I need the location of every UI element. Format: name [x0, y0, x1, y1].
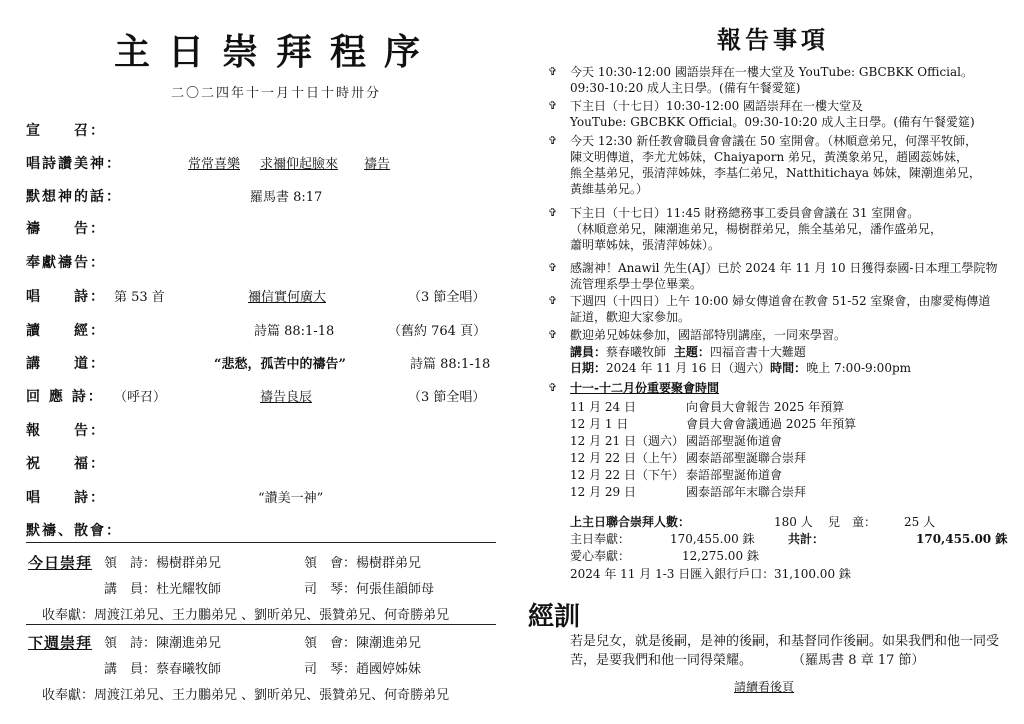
announcement-text: 今天 12:30 新任教會職員會會議在 50 室開會。（林順意弟兄，何澤平牧師， 陳文明傳道，李尤尤姊妹，Chaiyaporn 弟兄，黃漢象弟兄，趙國蕊姊妹， 熊全基弟兄，張清萍姊妹，李基仁弟兄，Natthitichaya 姊妹，陳潮進弟兄， 黃維基弟兄。） — [570, 134, 981, 196]
event-date: 12 月 1 日 — [570, 417, 629, 431]
program-row — [26, 153, 496, 173]
lecture-topic: 四福音書十大難題 — [709, 345, 806, 359]
program-row — [26, 420, 496, 440]
event-date: 11 月 24 日 — [570, 400, 636, 414]
event-date: 12 月 22 日（上午） — [570, 451, 684, 465]
program-row-value: 禱告 — [364, 157, 391, 172]
this-week-row-2 — [26, 578, 496, 598]
event-description: 國泰語部年末聯合崇拜 — [686, 485, 807, 499]
speaker-name: 杜光耀牧師 — [156, 582, 222, 597]
program-row — [26, 487, 496, 507]
divider — [26, 542, 496, 543]
program-row-label: 回 應 詩： — [26, 389, 104, 405]
program-row-label: 唱 詩： — [26, 490, 106, 506]
announcements-panel — [528, 0, 1018, 724]
program-row-label: 奉獻禱告： — [26, 255, 106, 271]
cross-icon: ✞ — [548, 134, 558, 147]
lead-name: 陳潮進弟兄 — [156, 636, 222, 651]
children-label: 兒 童： — [828, 515, 877, 529]
program-row — [26, 320, 496, 340]
total-label: 共計： — [788, 532, 825, 546]
cross-icon: ✞ — [548, 328, 558, 341]
event-date: 12 月 22 日（下午） — [570, 468, 684, 482]
program-row-value: 常常喜樂 — [188, 157, 241, 172]
program-row-value: （舊約 764 頁） — [388, 324, 487, 339]
announcement-text: 下主日（十七日）11:45 財務總務事工委員會會議在 31 室開會。 （林順意弟兄，陳潮進弟兄，楊樹群弟兄，熊全基弟兄，潘作盛弟兄， 蕭明華姊妹，張清萍姊妹）。 — [570, 206, 943, 252]
host-name: 陳潮進弟兄 — [356, 636, 422, 651]
offering-label: 收奉獻： — [42, 688, 95, 703]
next-week-row-3 — [26, 684, 496, 704]
lead-name: 楊樹群弟兄 — [156, 556, 222, 571]
program-row — [26, 120, 496, 140]
lecture-speaker: 蔡春曦牧師 — [606, 345, 667, 359]
program-row-label: 唱 詩： — [26, 289, 106, 305]
program-row-label: 唱詩讚美神： — [26, 156, 122, 172]
lecture-topic-label: 主題： — [673, 345, 710, 359]
cross-icon: ✞ — [548, 261, 558, 274]
program-row-value: 禰信實何廣大 — [248, 290, 327, 305]
divider — [26, 624, 496, 625]
motto-verse — [570, 632, 1010, 670]
program-row — [26, 520, 496, 540]
speaker-name: 蔡春曦牧師 — [156, 662, 222, 677]
next-week-row-2 — [26, 658, 496, 678]
lead-label: 領 詩： — [104, 636, 157, 651]
this-week-row-1 — [26, 552, 496, 572]
speaker-label: 講 員： — [104, 582, 157, 597]
speaker-label: 講 員： — [104, 662, 157, 677]
program-row-label: 講 道： — [26, 356, 106, 372]
lead-label: 領 詩： — [104, 556, 157, 571]
program-row-value: “悲愁，孤苦中的禱告” — [214, 357, 346, 372]
host-name: 楊樹群弟兄 — [356, 556, 422, 571]
events-title: 十一-十二月份重要聚會時間 — [570, 381, 719, 395]
organ-name: 何張佳韻師母 — [356, 582, 435, 597]
program-date: 二〇二四年十一月十日十時卅分 — [170, 86, 381, 101]
attendance-adults: 180 人 — [774, 515, 813, 529]
program-row-label: 祝 福： — [26, 456, 106, 472]
offering-amount: 170,455.00 銖 — [670, 532, 755, 546]
this-week-row-3 — [26, 604, 496, 624]
program-row-value: （呼召） — [114, 390, 167, 405]
motto-ref: （羅馬書 8 章 17 節） — [792, 653, 925, 668]
host-label: 領 會： — [304, 636, 357, 651]
program-row — [26, 186, 496, 206]
lecture-speaker-label: 講員： — [570, 345, 607, 359]
offering-label: 主日奉獻： — [570, 532, 631, 546]
program-row — [26, 286, 496, 306]
lecture-time: 晚上 7:00-9:00pm — [806, 361, 912, 375]
program-row — [26, 353, 496, 373]
program-title: 主日崇拜程序 — [113, 31, 438, 73]
organ-name: 趙國婷姊妹 — [356, 662, 422, 677]
cross-icon: ✞ — [548, 381, 558, 394]
lecture-date: 2024 年 11 月 16 日（週六） — [606, 361, 771, 375]
announcement-text: 今天 10:30-12:00 國語崇拜在一樓大堂及 YouTube: GBCBKK Official。 09:30-10:20 成人主日學。(備有午餐愛筵) — [570, 65, 973, 95]
program-row-value: 詩篇 88:1-18 — [410, 357, 491, 372]
announcements-title: 報告事項 — [717, 25, 829, 54]
bank-deposit-amount: 31,100.00 銖 — [774, 567, 851, 581]
program-row — [26, 453, 496, 473]
event-description: 國泰語部聖誕聯合崇拜 — [686, 451, 807, 465]
offering-names: 周渡江弟兄、王力鵬弟兄 、劉昕弟兄、張贊弟兄、何奇勝弟兄 — [94, 688, 450, 703]
program-row-label: 禱 告： — [26, 221, 106, 237]
event-description: 國語部聖誕佈道會 — [686, 434, 783, 448]
offering-names: 周渡江弟兄、王力鵬弟兄 、劉昕弟兄、張贊弟兄、何奇勝弟兄 — [94, 608, 450, 623]
program-row-value: （3 節全唱） — [408, 390, 486, 405]
program-row-label: 默想神的話： — [26, 189, 122, 205]
attendance-label: 上主日聯合崇拜人數： — [570, 515, 691, 529]
announcement-text: 感謝神！Anawil 先生(AJ）已於 2024 年 11 月 10 日獲得泰國-日本理工學院物 流管理系學士學位畢業。 — [570, 261, 998, 291]
attendance-children: 25 人 — [904, 515, 936, 529]
motto-heading: 經訓 — [528, 602, 581, 632]
program-row-value: 詩篇 88:1-18 — [254, 324, 335, 339]
organ-label: 司 琴： — [304, 662, 357, 677]
lecture-time-label: 時間： — [770, 361, 807, 375]
event-description: 向會員大會報告 2025 年預算 — [686, 400, 845, 414]
love-offering-amount: 12,275.00 銖 — [682, 549, 759, 563]
program-row-value: 羅馬書 8:17 — [250, 190, 323, 205]
next-week-heading: 下週崇拜 — [28, 634, 93, 652]
program-row — [26, 218, 496, 238]
program-row-label: 宣 召： — [26, 123, 106, 139]
offering-label: 收奉獻： — [42, 608, 95, 623]
program-row — [26, 252, 496, 272]
program-row-label: 報 告： — [26, 423, 106, 439]
program-row-label: 讀 經： — [26, 323, 106, 339]
event-date: 12 月 21 日（週六） — [570, 434, 684, 448]
program-row-value: 求禰仰起臉來 — [260, 157, 339, 172]
program-row-value: “讚美一神” — [258, 491, 324, 506]
total-amount: 170,455.00 銖 — [916, 532, 1008, 546]
announcement-text: 下主日（十七日）10:30-12:00 國語崇拜在一樓大堂及 YouTube: GBCBKK Official。09:30-10:20 成人主日學。(備有午餐愛筵) — [570, 99, 975, 129]
worship-program — [26, 0, 496, 724]
event-description: 泰語部聖誕佈道會 — [686, 468, 783, 482]
cross-icon: ✞ — [548, 206, 558, 219]
lecture-date-label: 日期： — [570, 361, 607, 375]
program-row-label: 默禱、散會： — [26, 523, 122, 539]
love-offering-label: 愛心奉獻： — [570, 549, 631, 563]
motto-text: 若是兒女，就是後嗣，是神的後嗣，和基督同作後嗣。如果我們和他一同受苦，是要我們和他一同得榮耀。 — [570, 634, 1000, 668]
program-row-value: 第 53 首 — [114, 290, 165, 305]
announcement-text: 歡迎弟兄姊妹參加，國語部特別講座，一同來學習。 — [570, 328, 847, 342]
organ-label: 司 琴： — [304, 582, 357, 597]
bank-deposit-label: 2024 年 11 月 1-3 日匯入銀行戶口： — [570, 567, 775, 581]
continue-link[interactable]: 請續看後頁 — [734, 680, 795, 694]
host-label: 領 會： — [304, 556, 357, 571]
cross-icon: ✞ — [548, 99, 558, 112]
cross-icon: ✞ — [548, 65, 558, 78]
program-row-value: 禱告良辰 — [260, 390, 313, 405]
cross-icon: ✞ — [548, 294, 558, 307]
announcement-text: 下週四（十四日）上午 10:00 婦女傳道會在教會 51-52 室聚會，由廖愛梅傳道 証道，歡迎大家參加。 — [570, 294, 991, 324]
event-description: 會員大會會議通過 2025 年預算 — [686, 417, 857, 431]
program-row — [26, 386, 496, 406]
program-row-value: （3 節全唱） — [408, 290, 486, 305]
event-date: 12 月 29 日 — [570, 485, 636, 499]
this-week-heading: 今日崇拜 — [28, 554, 93, 572]
next-week-row-1 — [26, 632, 496, 652]
